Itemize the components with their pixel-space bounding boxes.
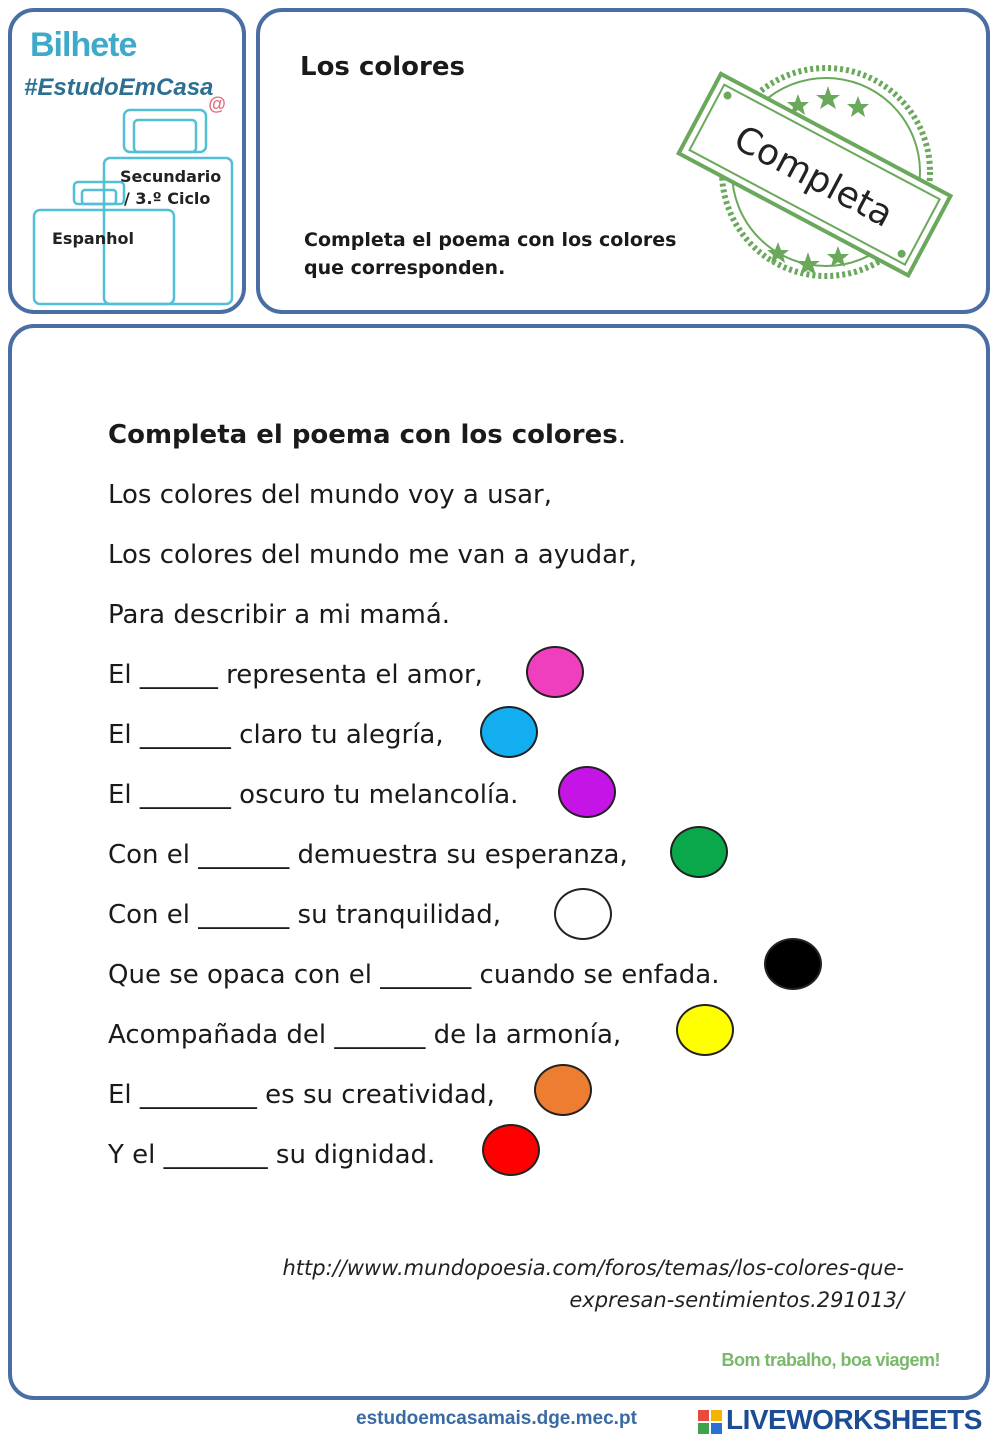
- poem-line: Que se opaca con el _______ cuando se enfada.: [108, 960, 720, 990]
- farewell-text: Bom trabalho, boa viagem!: [721, 1350, 940, 1370]
- poem-line: El _______ claro tu alegría,: [108, 720, 444, 750]
- color-dot-black: [764, 938, 822, 990]
- source-line-2: expresan-sentimientos.291013/: [569, 1288, 904, 1312]
- poem-line: Con el _______ su tranquilidad,: [108, 900, 501, 930]
- color-dot-pink: [526, 646, 584, 698]
- brand-hashtag: #EstudoEmCasa: [24, 74, 214, 101]
- color-dot-green: [670, 826, 728, 878]
- level-label: Secundario: [120, 167, 222, 186]
- subject-label: Espanhol: [52, 229, 134, 248]
- color-dot-blue: [480, 706, 538, 758]
- brand-title: Bilhete: [30, 26, 137, 64]
- source-link[interactable]: [204, 1252, 904, 1316]
- poem-line: Para describir a mi mamá.: [108, 600, 451, 630]
- poem-title: [108, 420, 626, 450]
- poem-line: Los colores del mundo me van a ayudar,: [108, 540, 637, 570]
- logo-panel: [8, 8, 246, 314]
- poem-line: Los colores del mundo voy a usar,: [108, 480, 553, 510]
- liveworksheets-icon: [698, 1410, 722, 1434]
- brand-at-symbol: @: [208, 94, 226, 114]
- header-instructions: [304, 226, 704, 282]
- stamp-text: Completa: [727, 118, 900, 236]
- poem-title-bold: Completa el poema con los colores: [108, 420, 618, 450]
- poem-line: Acompañada del _______ de la armonía,: [108, 1020, 622, 1050]
- poem-line: El _______ oscuro tu melancolía.: [108, 780, 519, 810]
- color-dot-yellow: [676, 1004, 734, 1056]
- poem-line: El _________ es su creatividad,: [108, 1080, 495, 1110]
- color-dot-orange: [534, 1064, 592, 1116]
- source-line-1: http://www.mundopoesia.com/foros/temas/los-colores-que-: [282, 1256, 904, 1280]
- poem-title-rest: .: [617, 420, 626, 450]
- instructions-line-2: que corresponden.: [304, 257, 506, 279]
- page-title: Los colores: [300, 52, 465, 82]
- header-panel: [256, 8, 990, 314]
- color-dot-white: [554, 888, 612, 940]
- main-panel: [8, 324, 990, 1400]
- completa-stamp: [666, 52, 956, 292]
- poem-line: Con el _______ demuestra su esperanza,: [108, 840, 628, 870]
- liveworksheets-brand[interactable]: LIVEWORKSHEETS: [726, 1404, 982, 1435]
- poem-line: El ______ representa el amor,: [108, 660, 483, 690]
- color-dot-purple: [558, 766, 616, 818]
- poem-line: Y el ________ su dignidad.: [108, 1140, 436, 1170]
- color-dot-red: [482, 1124, 540, 1176]
- cycle-label: / 3.º Ciclo: [124, 189, 211, 208]
- footer-url[interactable]: estudoemcasamais.dge.mec.pt: [356, 1408, 637, 1429]
- instructions-line-1: Completa el poema con los colores: [304, 229, 677, 251]
